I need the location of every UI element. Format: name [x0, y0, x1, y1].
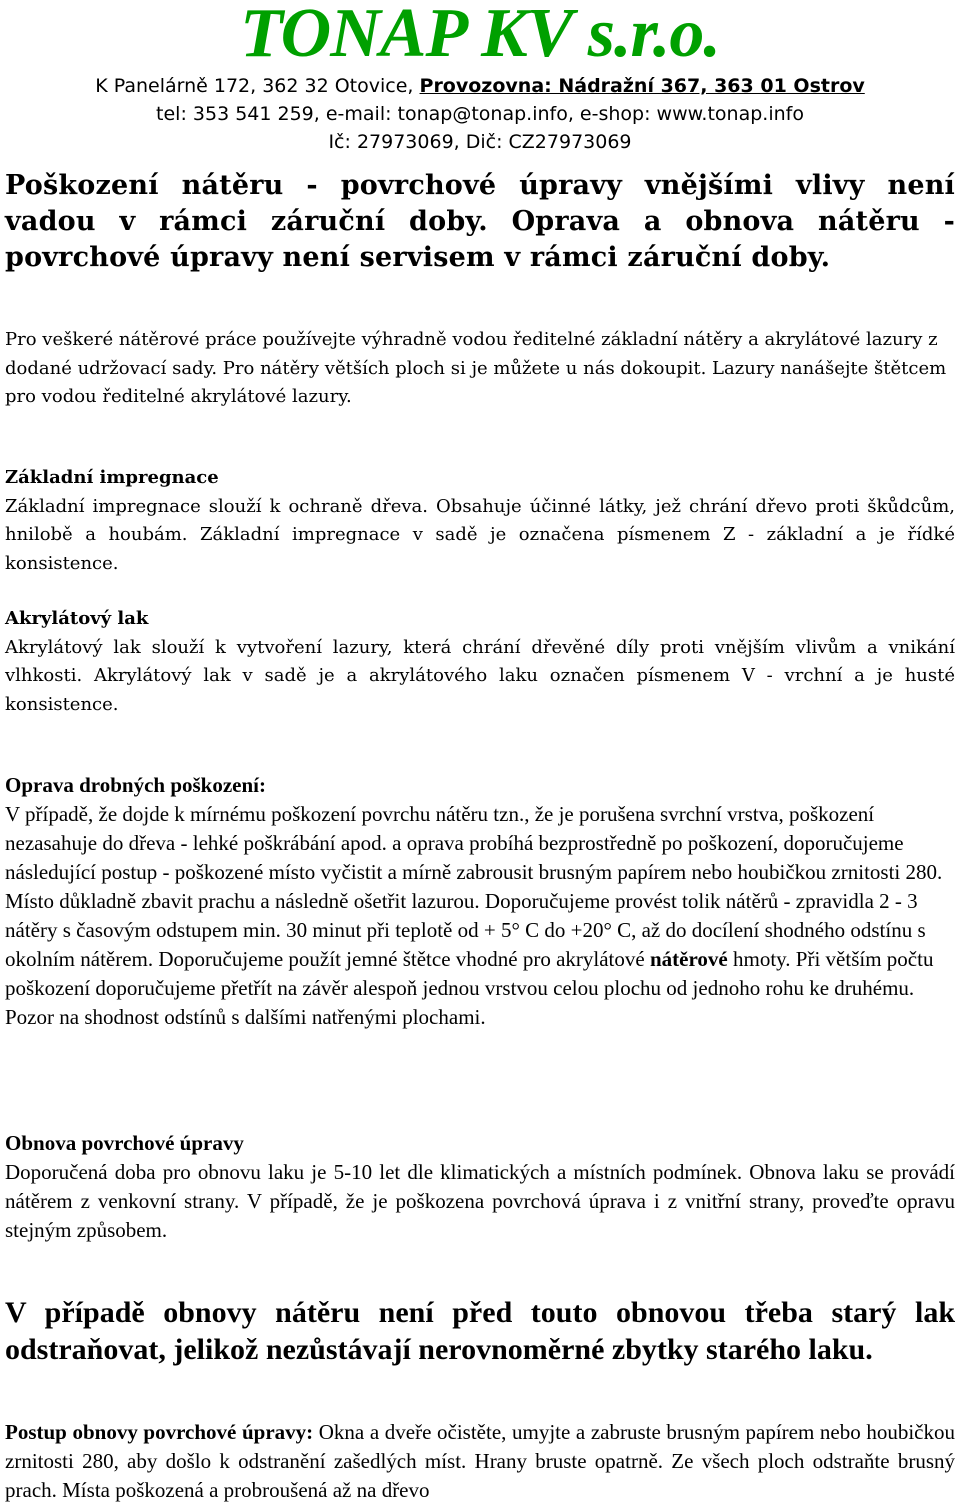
section-text: Základní impregnace slouží k ochraně dřeva. Obsahuje účinné látky, jež chrání dřevo proti škůdcům, hnilobě a houbám. Základní impregnace v sadě je označena písmenem Z - základní a je řídké konsistence. [5, 495, 955, 574]
section-title: Akrylátový lak [5, 608, 149, 629]
intro-paragraph: Pro veškeré nátěrové práce používejte výhradně vodou ředitelné základní nátěry a akrylátové lazury z dodané udržovací sady. Pro nátěry větších ploch si je můžete u nás dokoupit. Lazury nanášejte štětcem pro vodou ředitelné akrylátové lazury. [5, 329, 947, 407]
section-title: Oprava drobných poškození: [5, 773, 266, 797]
letterhead [0, 0, 960, 156]
postup-paragraph [5, 1418, 955, 1505]
section-title: Obnova povrchové úpravy [5, 1131, 244, 1155]
section-text: Akrylátový lak slouží k vytvoření lazury, která chrání dřevěné díly proti vnějším vlivům a vnikání vlhkosti. Akrylátový lak v sadě je a akrylátového laku označen písmenem V - vrchní a je husté konsistence. [5, 636, 955, 715]
branch-address: Provozovna: Nádražní 367, 363 01 Ostrov [419, 75, 865, 97]
address-line [0, 72, 960, 100]
section-text: Doporučená doba pro obnovu laku je 5-10 let dle klimatických a místních podmínek. Obnova laku se provádí nátěrem z venkovní strany. V případě, že je poškozena povrchová úprava i z vnitřní strany, proveďte opravu stejným způsobem. [5, 1160, 955, 1242]
text-part: V případě, že dojde k mírnému poškození povrchu nátěru tzn., že je porušena svrchní vrstva, poškození nezasahuje do dřeva - lehké poškrábání apod. a oprava probíhá bezprostředně po poškození, doporučujeme následující postup - poškozené místo vyčistit a mírně zabrousit brusným papírem nebo houbičkou zrnitosti 280. Místo důkladně zbavit prachu a následně ošetřit lazurou. Doporučujeme provést tolik nátěrů - zpravidla 2 - 3 nátěry s časovým odstupem min. 30 minut při teplotě od + 5° C do +20° C, až do docílení shodného odstínu s okolním nátěrem. Doporučujeme použít jemné štětce vhodné pro akrylátové [5, 802, 943, 971]
postup-text: Okna a dveře očistěte, umyjte a zabruste brusným papírem nebo houbičkou zrnitosti 280, aby došlo k odstranění zašedlých míst. Hrany bruste opatrně. Ze všech ploch odstraňte brusný prach. Místa poškozená a probroušená až na dřevo [5, 1420, 955, 1502]
text-part: hmoty. Při větším počtu poškození doporučujeme přetřít na závěr alespoň jednou vrstvou celou plochu od jednoho rohu ke druhému. Pozor na shodnost odstínů s dalšími natřenými plochami. [5, 947, 934, 1029]
section-lak [5, 605, 955, 719]
company-name: TONAP KV s.r.o. [240, 0, 720, 72]
big-notice: V případě obnovy nátěru není před touto obnovou třeba starý lak odstraňovat, jelikož nezůstávají nerovnoměrné zbytky starého laku. [5, 1296, 955, 1366]
postup-label: Postup obnovy povrchové úpravy: [5, 1420, 314, 1444]
section-text [5, 800, 955, 1032]
contact-line: tel: 353 541 259, e-mail: tonap@tonap.info, e-shop: www.tonap.info [156, 103, 804, 125]
section-impregnace [5, 464, 955, 578]
company-address: K Panelárně 172, 362 32 Otovice, [95, 75, 414, 97]
section-oprava [5, 771, 955, 1032]
section-obnova [5, 1129, 955, 1245]
bold-word: nátěrové [649, 947, 728, 971]
section-title: Základní impregnace [5, 467, 219, 488]
company-ids: Ič: 27973069, Dič: CZ27973069 [328, 131, 632, 153]
warranty-warning: Poškození nátěru - povrchové úpravy vnějšími vlivy není vadou v rámci záruční doby. Oprava a obnova nátěru - povrchové úpravy není servisem v rámci záruční doby. [5, 170, 955, 273]
